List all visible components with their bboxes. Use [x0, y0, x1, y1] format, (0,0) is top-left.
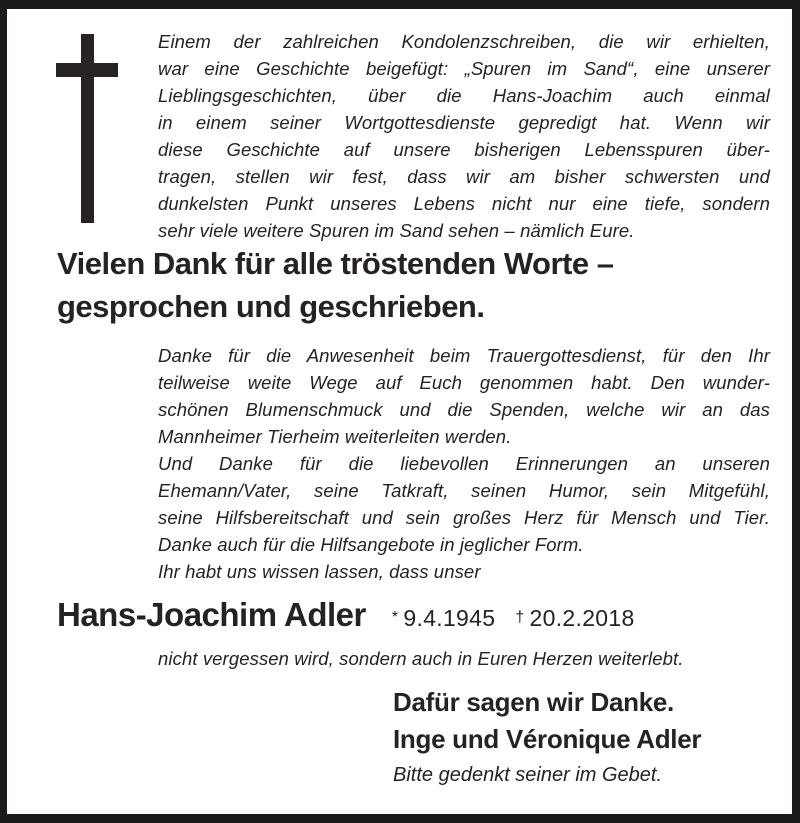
thanks-line: seine Hilfsbereitschaft und sein großes Herz für Mensch und Tier.: [158, 507, 770, 528]
headline-line-2: gesprochen und geschrieben.: [57, 289, 485, 324]
intro-line: Lieblingsgeschichten, über die Hans-Joachim auch einmal: [158, 85, 770, 106]
death-date: 20.2.2018: [529, 605, 635, 631]
closing-block: [393, 684, 701, 789]
thanks-line: schönen Blumenschmuck und die Spenden, welche wir an das: [158, 399, 770, 420]
deceased-name-row: [57, 595, 635, 635]
help-offers-paragraph: [158, 531, 770, 585]
intro-line: Einem der zahlreichen Kondolenzschreiben, die wir erhielten,: [158, 31, 770, 52]
birth-star-symbol: *: [391, 609, 399, 626]
frame-border-top: [0, 0, 800, 9]
family-signature: Inge und Véronique Adler: [393, 724, 702, 754]
intro-paragraph: [158, 28, 770, 244]
thank-you-headline: [57, 242, 613, 328]
memory-line: nicht vergessen wird, sondern auch in Euren Herzen weiterlebt.: [158, 648, 684, 669]
intro-line: diese Geschichte auf unsere bisherigen Lebensspuren über-: [158, 139, 770, 160]
thanks-line: Danke für die Anwesenheit beim Trauergottesdienst, für den Ihr: [158, 345, 770, 366]
thanks-line: Und Danke für die liebevollen Erinnerungen an unseren: [158, 453, 770, 474]
frame-border-left: [0, 0, 7, 823]
birth-date: 9.4.1945: [403, 605, 496, 631]
thanks-paragraph: [158, 342, 770, 531]
deceased-name: Hans-Joachim Adler: [57, 596, 366, 633]
death-dagger-symbol: †: [515, 609, 525, 626]
offers-line: Ihr habt uns wissen lassen, dass unser: [158, 561, 481, 582]
thanks-line: Mannheimer Tierheim weiterleiten werden.: [158, 426, 512, 447]
intro-line: tragen, stellen wir fest, dass wir am bisher schwersten und: [158, 166, 770, 187]
closing-thanks-line: Dafür sagen wir Danke.: [393, 687, 674, 717]
frame-border-right: [792, 0, 800, 823]
intro-line: dunkelsten Punkt unseres Lebens nicht nur eine tiefe, sondern: [158, 193, 770, 214]
intro-line: in einem seiner Wortgottesdienste gepredigt hat. Wenn wir: [158, 112, 770, 133]
thanks-line: teilweise weite Wege auf Euch genommen habt. Den wunder-: [158, 372, 770, 393]
cross-horizontal-bar: [56, 63, 118, 77]
thanks-line: Ehemann/Vater, seine Tatkraft, seinen Humor, sein Mitgefühl,: [158, 480, 770, 501]
prayer-request-line: Bitte gedenkt seiner im Gebet.: [393, 764, 663, 786]
intro-line: war eine Geschichte beigefügt: „Spuren im Sand“, eine unserer: [158, 58, 770, 79]
frame-border-bottom: [0, 814, 800, 823]
offers-line: Danke auch für die Hilfsangebote in jeglicher Form.: [158, 534, 584, 555]
life-dates: [366, 605, 635, 632]
headline-line-1: Vielen Dank für alle tröstenden Worte –: [57, 246, 614, 281]
intro-line: sehr viele weitere Spuren im Sand sehen – nämlich Eure.: [158, 220, 635, 241]
